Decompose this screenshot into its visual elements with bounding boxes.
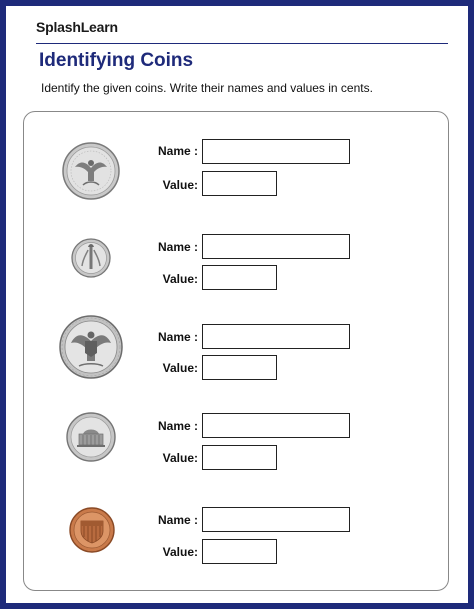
coin-2-name-input[interactable] <box>202 234 350 259</box>
instructions: Identify the given coins. Write their names and values in cents. <box>41 81 373 95</box>
coin-panel <box>23 111 449 591</box>
coin-2-value-input[interactable] <box>202 265 277 290</box>
value-label: Value: <box>162 178 198 192</box>
page-title: Identifying Coins <box>39 50 194 71</box>
name-label: Name : <box>157 144 198 158</box>
name-label: Name : <box>157 240 198 254</box>
coin-1-name-input[interactable] <box>202 139 350 164</box>
name-label: Name : <box>157 513 198 527</box>
coin-1-value-input[interactable] <box>202 171 277 196</box>
coin-5-name-input[interactable] <box>202 507 350 532</box>
name-label: Name : <box>157 419 198 433</box>
nickel-monticello-icon <box>66 412 116 462</box>
coin-3-value-input[interactable] <box>202 355 277 380</box>
dime-torch-icon <box>71 238 111 278</box>
name-label: Name : <box>157 330 198 344</box>
value-label: Value: <box>162 451 198 465</box>
value-label: Value: <box>162 272 198 286</box>
coin-row-4 <box>24 410 448 480</box>
coin-row-5 <box>24 504 448 574</box>
coin-4-name-input[interactable] <box>202 413 350 438</box>
quarter-eagle-icon <box>61 141 121 201</box>
half-dollar-eagle-icon <box>59 315 123 379</box>
coin-4-value-input[interactable] <box>202 445 277 470</box>
coin-3-name-input[interactable] <box>202 324 350 349</box>
brand-logo: SplashLearn <box>36 19 118 35</box>
penny-shield-icon <box>69 507 115 553</box>
coin-row-1 <box>24 136 448 206</box>
value-label: Value: <box>162 545 198 559</box>
coin-5-value-input[interactable] <box>202 539 277 564</box>
value-label: Value: <box>162 361 198 375</box>
coin-row-2 <box>24 232 448 302</box>
coin-row-3 <box>24 317 448 387</box>
header-divider <box>36 43 448 44</box>
